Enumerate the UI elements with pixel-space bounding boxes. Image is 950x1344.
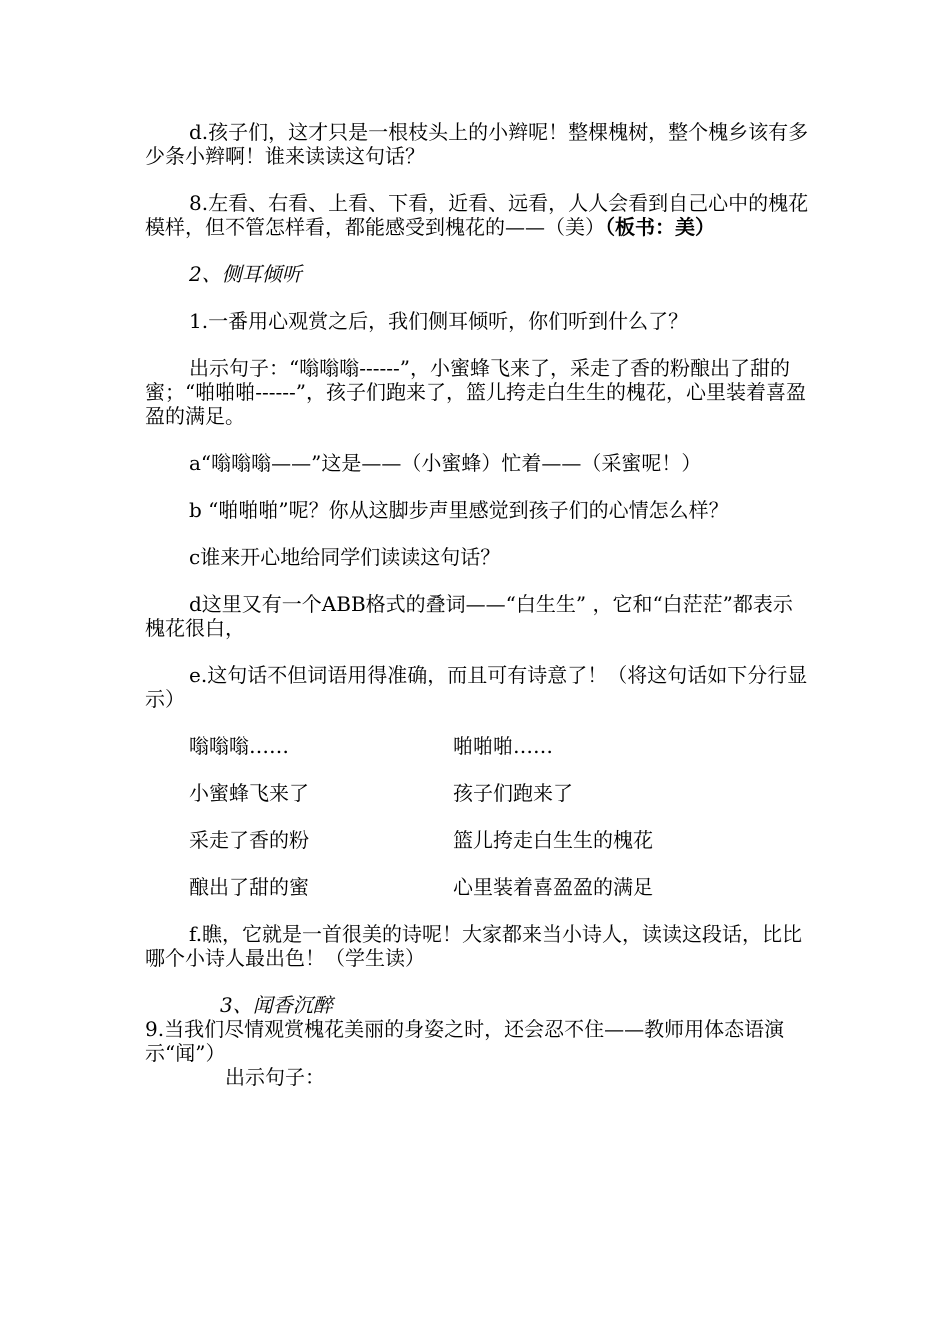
poem-right-line: 孩子们跑来了	[453, 781, 573, 805]
board-note: （板书：美）	[605, 215, 715, 239]
poem-row	[189, 734, 810, 758]
paragraph-8-text: 8.左看、右看、上看、下看，近看、远看，人人会看到自己心中的槐花模样，但不管怎样看，都能感受到槐花的——（美）	[145, 191, 809, 239]
paragraph-1: 1.一番用心观赏之后，我们侧耳倾听，你们听到什么了？	[189, 309, 689, 333]
paragraph-c: c谁来开心地给同学们读读这句话？	[189, 545, 501, 569]
poem-block	[145, 734, 810, 899]
poem-row	[189, 828, 810, 852]
paragraph-show-sentence-2: 出示句子：	[225, 1065, 325, 1089]
poem-left-line: 嗡嗡嗡……	[189, 734, 289, 758]
document-page	[145, 120, 810, 1089]
paragraph-f: f.瞧，它就是一首很美的诗呢！大家都来当小诗人，读读这段话，比比哪个小诗人最出色！（学生读）	[145, 922, 803, 970]
paragraph-a: a“嗡嗡嗡——”这是——（小蜜蜂）忙着——（采蜜呢！）	[189, 451, 702, 475]
paragraph-8	[145, 191, 810, 239]
section-heading-smell: 3、闻香沉醉	[220, 993, 333, 1017]
poem-row	[189, 875, 810, 899]
paragraph-e: e.这句话不但词语用得准确，而且可有诗意了！（将这句话如下分行显示）	[145, 663, 808, 711]
paragraph-show-sentence: 出示句子：“嗡嗡嗡------”，小蜜蜂飞来了，采走了香的粉酿出了甜的蜜；“啪啪啪------”，孩子们跑来了，篮儿挎走白生生的槐花，心里装着喜盈盈的满足。	[145, 356, 806, 428]
section-heading-listen: 2、侧耳倾听	[189, 262, 302, 286]
poem-left-line: 小蜜蜂飞来了	[189, 781, 309, 805]
paragraph-9: 9.当我们尽情观赏槐花美丽的身姿之时，还会忍不住——教师用体态语演示“闻”）	[145, 1017, 785, 1065]
paragraph-d: d.孩子们，这才只是一根枝头上的小辫呢！整棵槐树，整个槐乡该有多少条小辫啊！谁来读读这句话？	[145, 120, 809, 168]
poem-row	[189, 781, 810, 805]
poem-left-line: 酿出了甜的蜜	[189, 875, 309, 899]
poem-right-line: 篮儿挎走白生生的槐花	[453, 828, 653, 852]
poem-right-line: 心里装着喜盈盈的满足	[453, 875, 653, 899]
poem-right-line: 啪啪啪……	[453, 734, 553, 758]
poem-left-line: 采走了香的粉	[189, 828, 309, 852]
paragraph-d2: d这里又有一个ABB格式的叠词——“白生生” ，它和“白茫茫”都表示槐花很白，	[145, 592, 793, 640]
paragraph-b: b “啪啪啪”呢？你从这脚步声里感觉到孩子们的心情怎么样？	[189, 498, 729, 522]
